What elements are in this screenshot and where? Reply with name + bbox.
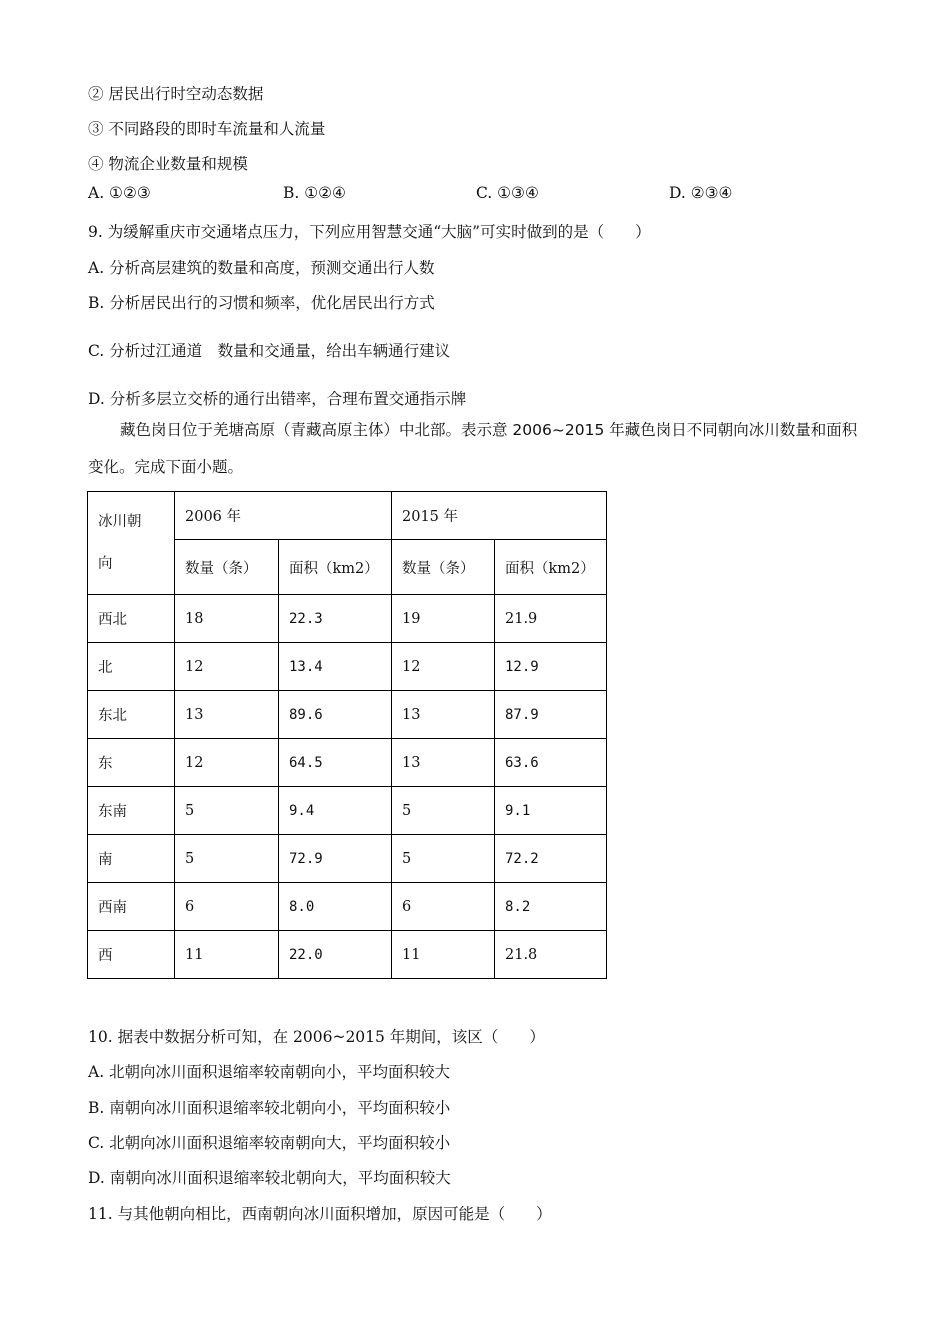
cell-area-2015: 21.9 (495, 595, 607, 643)
cell-count-2015: 19 (392, 595, 495, 643)
cell-direction: 东 (88, 739, 175, 787)
cell-count-2006: 11 (175, 931, 279, 979)
q9-option-a: A. 分析高层建筑的数量和高度，预测交通出行人数 (88, 259, 435, 277)
q10-option-b: B. 南朝向冰川面积退缩率较北朝向小，平均面积较小 (88, 1099, 451, 1117)
header-year-2006: 2006 年 (175, 492, 392, 540)
cell-direction: 东北 (88, 691, 175, 739)
cell-area-2015: 87.9 (495, 691, 607, 739)
cell-area-2006: 72.9 (279, 835, 392, 883)
cell-direction: 西 (88, 931, 175, 979)
cell-direction: 西北 (88, 595, 175, 643)
q8-option-d: D. ②③④ (669, 184, 733, 202)
cell-area-2006: 9.4 (279, 787, 392, 835)
cell-count-2015: 11 (392, 931, 495, 979)
cell-area-2015: 21.8 (495, 931, 607, 979)
cell-area-2006: 64.5 (279, 739, 392, 787)
table-row (88, 643, 607, 691)
q11-stem: 11. 与其他朝向相比，西南朝向冰川面积增加，原因可能是（ ） (88, 1205, 552, 1223)
cell-count-2015: 13 (392, 739, 495, 787)
table-row (88, 883, 607, 931)
q8-option-b: B. ①②④ (283, 184, 346, 202)
q8-options (88, 184, 848, 206)
header-orientation-line2: 向 (98, 556, 113, 572)
cell-count-2006: 5 (175, 835, 279, 883)
q8-option-a: A. ①②③ (88, 184, 151, 202)
header-area-2006: 面积（km2） (279, 540, 392, 595)
cell-area-2006: 8.0 (279, 883, 392, 931)
header-year-2015: 2015 年 (392, 492, 607, 540)
cell-area-2006: 89.6 (279, 691, 392, 739)
q8-item-2: ② 居民出行时空动态数据 (88, 85, 264, 103)
q9-stem: 9. 为缓解重庆市交通堵点压力，下列应用智慧交通“大脑”可实时做到的是（ ） (88, 223, 651, 241)
table-row (88, 787, 607, 835)
header-area-2015: 面积（km2） (495, 540, 607, 595)
q10-stem: 10. 据表中数据分析可知，在 2006~2015 年期间，该区（ ） (88, 1028, 545, 1046)
cell-count-2006: 12 (175, 739, 279, 787)
cell-direction: 北 (88, 643, 175, 691)
q9-option-c: C. 分析过江通道 数量和交通量，给出车辆通行建议 (88, 342, 451, 360)
cell-count-2006: 18 (175, 595, 279, 643)
material-intro: 藏色岗日位于羌塘高原（青藏高原主体）中北部。表示意 2006~2015 年藏色岗日不同朝向冰川数量和面积变化。完成下面小题。 (88, 421, 858, 476)
header-count-2015: 数量（条） (392, 540, 495, 595)
cell-direction: 东南 (88, 787, 175, 835)
cell-count-2015: 5 (392, 787, 495, 835)
cell-area-2015: 12.9 (495, 643, 607, 691)
q10-option-c: C. 北朝向冰川面积退缩率较南朝向大，平均面积较小 (88, 1134, 451, 1152)
cell-count-2006: 13 (175, 691, 279, 739)
q8-option-c: C. ①③④ (476, 184, 539, 202)
cell-count-2006: 5 (175, 787, 279, 835)
cell-area-2015: 72.2 (495, 835, 607, 883)
cell-area-2015: 63.6 (495, 739, 607, 787)
cell-area-2015: 8.2 (495, 883, 607, 931)
cell-area-2006: 13.4 (279, 643, 392, 691)
cell-count-2015: 13 (392, 691, 495, 739)
cell-area-2006: 22.3 (279, 595, 392, 643)
table-row (88, 931, 607, 979)
table-row (88, 595, 607, 643)
header-orientation-line1: 冰川朝 (98, 514, 142, 530)
header-orientation (88, 492, 175, 595)
glacier-table (87, 491, 607, 979)
cell-count-2006: 6 (175, 883, 279, 931)
table-row (88, 835, 607, 883)
q8-item-4: ④ 物流企业数量和规模 (88, 155, 248, 173)
cell-count-2015: 12 (392, 643, 495, 691)
q9-option-b: B. 分析居民出行的习惯和频率，优化居民出行方式 (88, 294, 435, 312)
q10-option-a: A. 北朝向冰川面积退缩率较南朝向小，平均面积较大 (88, 1063, 451, 1081)
cell-direction: 南 (88, 835, 175, 883)
cell-count-2015: 6 (392, 883, 495, 931)
cell-count-2006: 12 (175, 643, 279, 691)
table-row (88, 691, 607, 739)
q10-option-d: D. 南朝向冰川面积退缩率较北朝向大，平均面积较大 (88, 1169, 451, 1187)
q8-item-3: ③ 不同路段的即时车流量和人流量 (88, 120, 326, 138)
cell-direction: 西南 (88, 883, 175, 931)
cell-area-2015: 9.1 (495, 787, 607, 835)
cell-area-2006: 22.0 (279, 931, 392, 979)
cell-count-2015: 5 (392, 835, 495, 883)
q9-option-d: D. 分析多层立交桥的通行出错率，合理布置交通指示牌 (88, 390, 467, 408)
header-count-2006: 数量（条） (175, 540, 279, 595)
table-row (88, 739, 607, 787)
